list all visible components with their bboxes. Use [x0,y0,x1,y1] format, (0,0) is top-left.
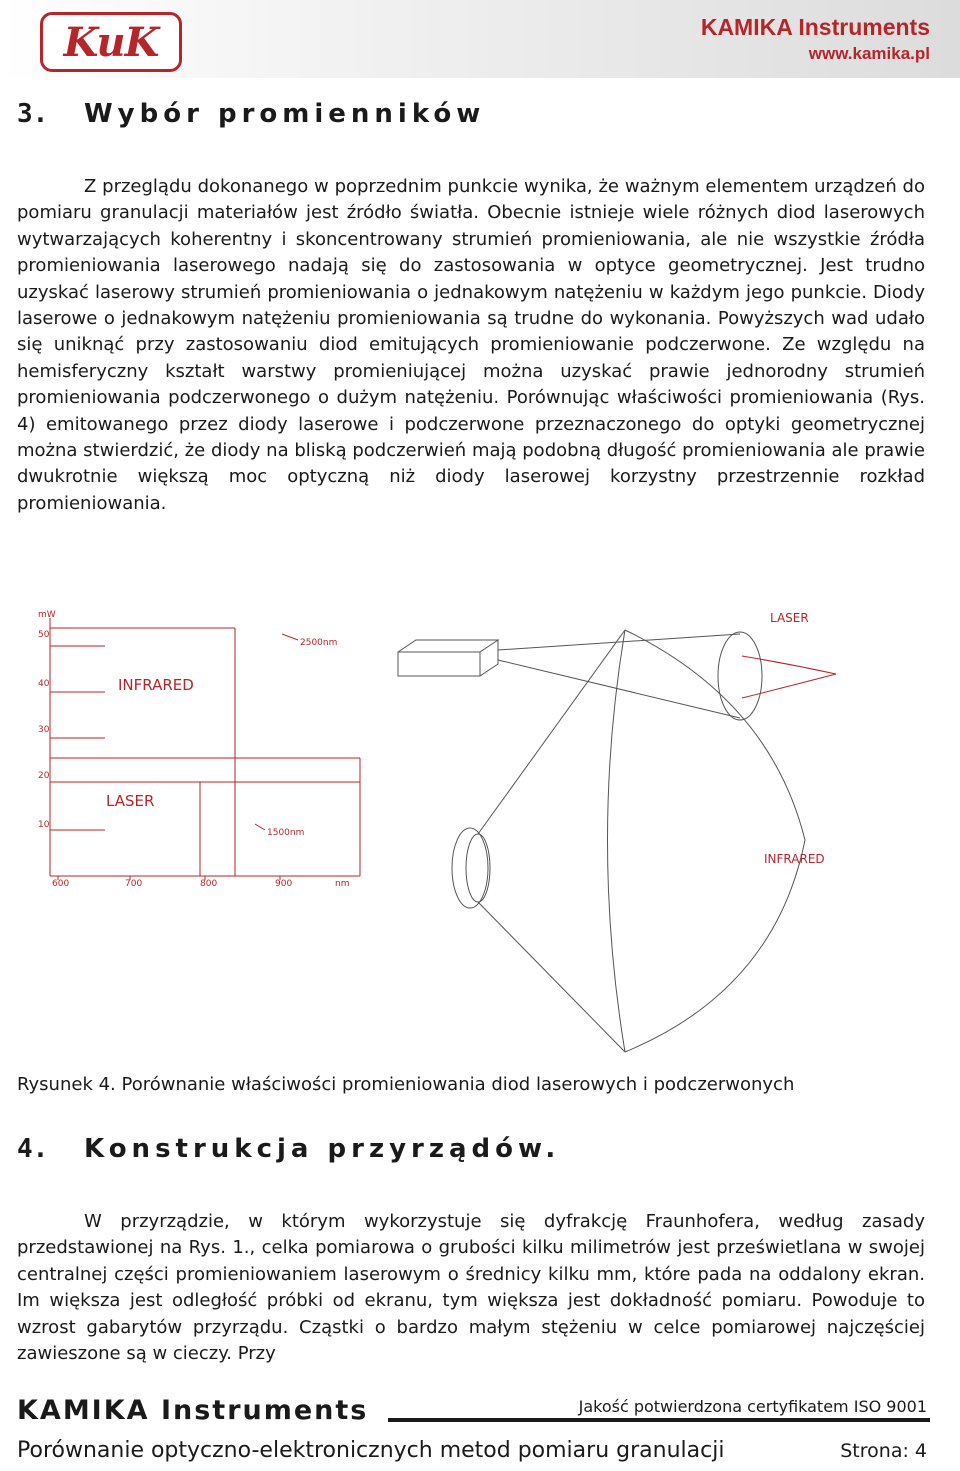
section-3-paragraph: Z przeglądu dokonanego w poprzednim punkcie wynika, że ważnym elementem urządzeń do pomiaru granulacji materiałów jest źródło światła. Obecnie istnieje wiele różnych diod laserowych wytwarzających koherentny i skoncentrowany strumień promieniowania, ale nie wszystkie źródła promieniowania laserowego nadają się do zastosowania w optyce geometrycznej. Jest trudno uzyskać laserowy strumień promieniowania o jednakowym natężeniu w każdym jego punkcie. Diody laserowe o jednakowym natężeniu promieniowania są trudne do wykonania. Powyższych wad udało się uniknąć przy zastosowaniu diod emitujących promieniowanie podczerwone. Ze względu na hemisferyczny kształt warstwy promieniującej można uzyskać prawie jednorodny strumień promieniowania podczerwonego o dużym natężeniu. Porównując właściwości promieniowania (Rys. 4) emitowanego przez diody laserowe i podczerwone przeznaczonego do optyki geometrycznej można stwierdzić, że diody na bliską podczerwień mają podobną długość promieniowania ale prawie dwukrotnie większą moc optyczną niż diody laserowej korzystny przestrzennie rozkład promieniowania. [17,176,925,514]
infrared-cone-lower [478,902,625,1052]
laser-area-label: LASER [106,792,155,810]
x-tick-label-600: 600 [52,879,70,889]
laser-spot-ellipse [718,632,762,720]
y-tick-20: 20 [38,771,50,781]
header-brand-name: KAMIKA Instruments [700,14,930,40]
x-unit-label: nm [335,879,350,889]
laser-intensity-profile [742,656,836,698]
section-4-title: Konstrukcja przyrządów. [84,1134,561,1164]
y-tick-40: 40 [38,679,50,689]
kuk-logo [40,12,182,72]
laser-diode-box-top [398,640,498,652]
laser-wavelength-label: 1500nm [267,828,305,838]
header-brand-url: www.kamika.pl [808,44,930,63]
infrared-area-label: INFRARED [118,676,194,694]
laser-diode-box-front [398,652,480,676]
infrared-wavelength-label: 2500nm [300,638,338,648]
x-tick-label-700: 700 [125,879,143,889]
footer-document-title: Porównanie optyczno-elektronicznych metod pomiaru granulacji [17,1438,725,1463]
section-3-number: 3. [17,99,49,129]
infrared-hemisphere-outline [625,630,805,1052]
comparison-figure [30,590,910,1060]
footer-certificate: Jakość potwierdzona certyfikatem ISO 9001 [578,1397,927,1416]
infrared-wavelength-pointer [282,634,298,640]
x-tick-label-900: 900 [275,879,293,889]
footer-page-number: Strona: 4 [840,1440,927,1462]
laser-wavelength-pointer [255,824,265,830]
beam-laser-label: LASER [770,611,809,625]
y-unit-label: mW [38,610,56,620]
section-4-paragraph: W przyrządzie, w którym wykorzystuje się dyfrakcję Fraunhofera, według zasady przedstawionej na Rys. 1., celka pomiarowa o grubości kilku milimetrów jest prześwietlana w swojej centralnej części promieniowaniem laserowym o średnicy kilku mm, które pada na oddalony ekran. Im większa jest odległość próbki od ekranu, tym większa jest dokładność pomiaru. Powoduje to wzrost gabarytów przyrządu. Cząstki o bardzo małym stężeniu w celce pomiarowej najczęściej zawieszone są w cieczy. Przy [17,1211,925,1365]
infrared-beam-diagram [452,630,805,1052]
page-header [0,0,960,78]
laser-beam-upper [498,634,740,650]
infrared-diode-inner [466,834,490,902]
section-4-number: 4. [17,1134,49,1164]
laser-beam-diagram [398,632,836,720]
section-3-title: Wybór promienników [84,99,486,129]
figure-caption: Rysunek 4. Porównanie właściwości promieniowania diod laserowych i podczerwonych [17,1074,795,1095]
footer-brand: KAMIKA Instruments [17,1395,369,1426]
y-tick-30: 30 [38,725,50,735]
infrared-hemisphere-base [608,630,626,1052]
spectrum-diagram [50,618,360,880]
infrared-diode-outer [452,828,488,908]
y-tick-50: 50 [38,630,50,640]
logo-text: KuK [63,18,159,66]
x-tick-label-800: 800 [200,879,218,889]
footer-divider [388,1418,930,1422]
y-tick-10: 10 [38,820,50,830]
beam-infrared-label: INFRARED [764,852,825,866]
